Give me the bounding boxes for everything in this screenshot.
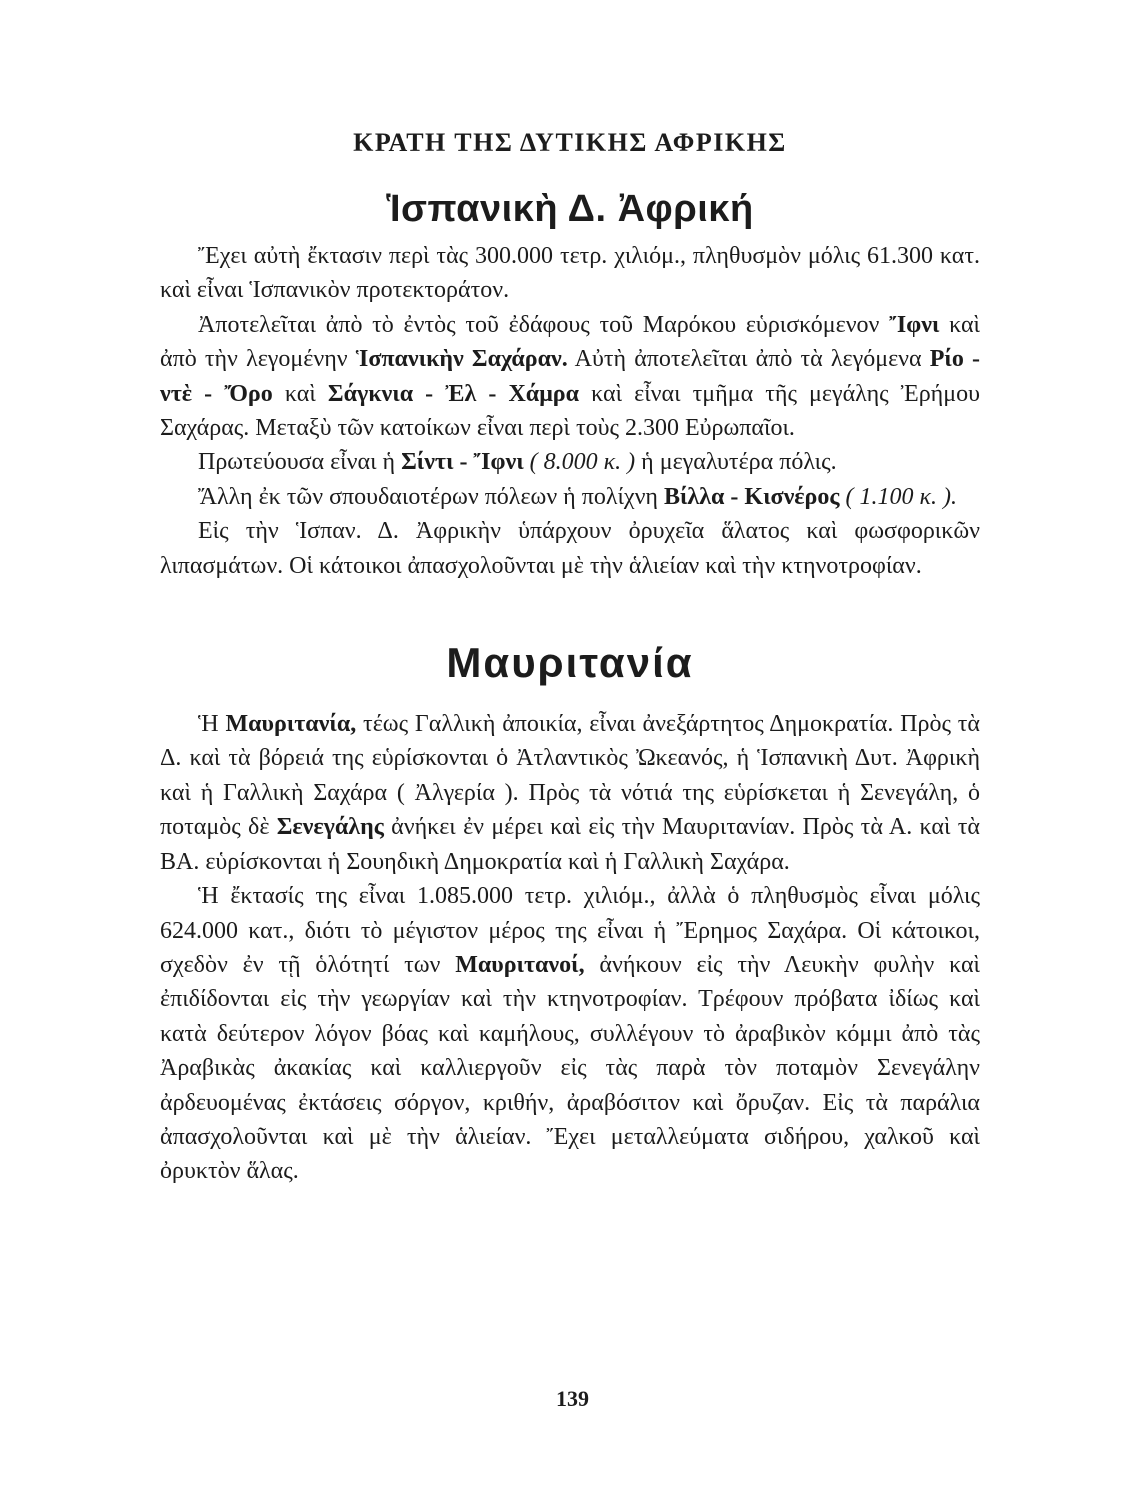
text: Ἔχει αὐτὴ ἔκτασιν περὶ τὰς 300.000 τετρ. χιλιόμ., πληθυσμὸν μόλις 61.300 κατ. καὶ εἶναι Ἱσπανικὸν προτεκτοράτον.	[160, 243, 980, 304]
bold-term-saguia-el-hamra: Σάγκνια - Ἐλ - Χάμρα	[327, 380, 580, 407]
text: καὶ	[272, 380, 328, 407]
text: Ἄλλη ἐκ τῶν σπουδαιοτέρων πόλεων ἡ πολίχνη	[198, 483, 664, 510]
page-body	[160, 128, 980, 1189]
section-title-mauritania: Μαυριτανία	[446, 639, 694, 687]
paragraph-resources	[160, 514, 980, 583]
text: καὶ εἶναι τμῆμα τῆς μεγάλης Ἐρήμου Σαχάρας. Μεταξὺ τῶν κατοίκων εἶναι περὶ τοὺς 2.300 Εὐρωπαῖοι.	[160, 380, 980, 442]
text: Ἡ ἔκτασίς της εἶναι 1.085.000 τετρ. χιλιόμ., ἀλλὰ ὁ πληθυσμὸς εἶναι μόλις 624.000 κατ., διότι τὸ μέγιστον μέρος της εἶναι ἡ Ἔρημος Σαχάρα. Οἱ κάτοικοι, σχεδὸν ἐν τῇ ὁλότητί των	[160, 883, 980, 978]
paragraph-other-cities	[160, 480, 980, 514]
paragraph-composition	[160, 308, 980, 446]
bold-term-villa-cisneros: Βίλλα - Κισνέρος	[663, 483, 840, 510]
text: τέως Γαλλικὴ ἀποικία, εἶναι ἀνεξάρτητος Δημοκρατία. Πρὸς τὰ Δ. καὶ τὰ βόρειά της εὑρίσκονται ὁ Ἀτλαντικὸς Ὠκεανός, ἡ Ἱσπανικὴ Δυτ. Ἀφρικὴ καὶ ἡ Γαλλικὴ Σαχάρα ( Ἀλγερία ). Πρὸς τὰ νότιά της εὑρίσκεται ἡ Σενεγάλη, ὁ ποταμὸς δὲ	[160, 711, 980, 841]
text: Πρωτεύουσα εἶναι ἡ	[198, 449, 402, 476]
page-number: 139	[556, 1386, 589, 1411]
text: Ἡ	[198, 711, 226, 738]
paragraph-mauritania-borders	[160, 707, 980, 879]
paragraph-mauritania-economy	[160, 879, 980, 1189]
italic-population: ( 1.100 κ. ).	[839, 483, 958, 510]
paragraph-capital	[160, 445, 980, 479]
bold-term-sidi-ifni: Σίντι - Ἴφνι	[401, 449, 524, 476]
paragraph-area-population	[160, 239, 980, 308]
italic-population: ( 8.000 κ. )	[523, 449, 636, 476]
bold-term-mauritanians: Μαυριτανοί,	[455, 951, 585, 978]
text: καὶ ἀπὸ τὴν λεγομένην	[160, 311, 981, 373]
bold-term-mauritania: Μαυριτανία,	[225, 711, 357, 738]
text: ἀνήκει ἐν μέρει καὶ εἰς τὴν Μαυριτανίαν. Πρὸς τὰ Α. καὶ τὰ ΒΑ. εὑρίσκονται ἡ Σουηδικὴ Δημοκρατία καὶ ἡ Γαλλικὴ Σαχάρα.	[160, 814, 980, 875]
bold-term-spanish-sahara: Ἱσπανικὴν Σαχάραν.	[355, 346, 568, 373]
text: ἀνήκουν εἰς τὴν Λευκὴν φυλὴν καὶ ἐπιδίδονται εἰς τὴν γεωργίαν καὶ τὴν κτηνοτροφίαν. Τρέφουν πρόβατα ἰδίως καὶ κατὰ δεύτερον λόγον βόας καὶ καμήλους, συλλέγουν τὸ ἀραβικὸν κόμμι ἀπὸ τὰς Ἀραβικὰς ἀκακίας καὶ καλλιεργοῦν εἰς τὰς παρὰ τὸν ποταμὸν Σενεγάλην ἀρδευομένας ἐκτάσεις σόργον, κριθήν, ἀραβόσιτον καὶ ὄρυζαν. Εἰς τὰ παράλια ἀπασχολοῦνται καὶ μὲ τὴν ἁλιείαν. Ἔχει μεταλλεύματα σιδήρου, χαλκοῦ καὶ ὀρυκτὸν ἅλας.	[160, 951, 980, 1185]
text: Εἰς τὴν Ἱσπαν. Δ. Ἀφρικὴν ὑπάρχουν ὀρυχεῖα ἅλατος καὶ φωσφορικῶν λιπασμάτων. Οἱ κάτοικοι ἀπασχολοῦνται μὲ τὴν ἁλιείαν καὶ τὴν κτηνοτροφίαν.	[160, 518, 980, 579]
bold-term-senegal-river: Σενεγάλης	[276, 814, 384, 841]
bold-term-ifni: Ἴφνι	[889, 311, 940, 338]
text: ἡ μεγαλυτέρα πόλις.	[635, 449, 837, 476]
section-title-spanish-west-africa: Ἱσπανικὴ Δ. Ἀφρική	[386, 188, 754, 230]
bold-term-rio-de-oro: Ρίο - ντὲ - Ὄρο	[160, 346, 981, 407]
text: Αὐτὴ ἀποτελεῖται ἀπὸ τὰ λεγόμενα	[567, 346, 930, 373]
running-head: ΚΡΑΤΗ ΤΗΣ ΔΥΤΙΚΗΣ ΑΦΡΙΚΗΣ	[353, 128, 787, 157]
text: Ἀποτελεῖται ἀπὸ τὸ ἐντὸς τοῦ ἐδάφους τοῦ Μαρόκου εὑρισκόμενον	[198, 311, 890, 338]
